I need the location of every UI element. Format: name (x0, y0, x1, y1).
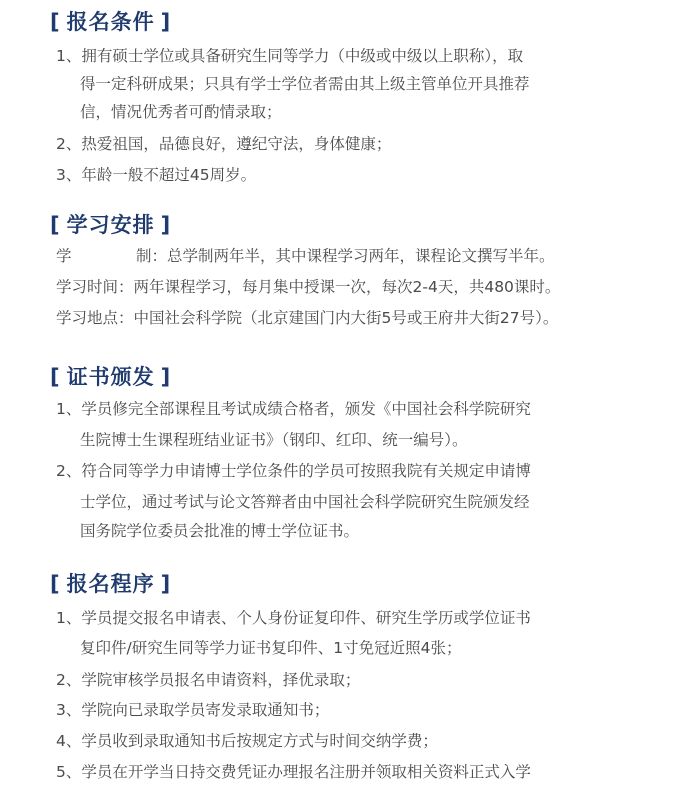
bracket-open: [ (50, 572, 61, 596)
text-line: 2、符合同等学力申请博士学位条件的学员可按照我院有关规定申请博 (56, 462, 531, 480)
section-heading (50, 211, 171, 239)
study-item-time (56, 277, 560, 297)
item-label: 学习地点： (56, 309, 134, 327)
item-text: 中国社会科学院（北京建国门内大街5号或王府井大街27号）。 (133, 309, 559, 327)
text-line: 1、学员提交报名申请表、个人身份证复印件、研究生学历或学位证书 (56, 609, 531, 627)
text-line: 4、学员收到录取通知书后按规定方式与时间交纳学费； (56, 732, 438, 750)
bracket-close: ] (160, 572, 172, 596)
text-line: 士学位，通过考试与论文答辩者由中国社会科学院研究生院颁发经 (80, 493, 530, 511)
item-text: 总学制两年半，其中课程学习两年，课程论文撰写半年。 (167, 247, 555, 265)
section-title: 报名程序 (66, 572, 155, 596)
text-line: 2、学院审核学员报名申请资料，择优录取； (56, 671, 361, 689)
text-line: 信，情况优秀者可酌情录取； (80, 103, 282, 121)
section-title: 报名条件 (66, 10, 155, 34)
text-line: 复印件/研究生同等学力证书复印件、1寸免冠近照4张； (80, 639, 462, 657)
text-line: 1、拥有硕士学位或具备研究生同等学力（中级或中级以上职称），取 (56, 47, 524, 65)
text-line: 生院博士生课程班结业证书》（钢印、红印、统一编号）。 (80, 431, 468, 449)
bracket-open: [ (50, 365, 61, 389)
bracket-open: [ (50, 213, 61, 237)
item-label: 学习时间： (56, 278, 134, 296)
section-heading (50, 8, 171, 36)
study-item-location (56, 308, 558, 328)
section-title: 学习安排 (66, 213, 155, 237)
label-zhi: 制： (136, 247, 168, 265)
text-line: 2、热爱祖国，品德良好，遵纪守法，身体健康； (56, 135, 392, 153)
label-xue: 学 (56, 247, 72, 265)
bracket-open: [ (50, 10, 61, 34)
text-line: 得一定科研成果；只具有学士学位者需由其上级主管单位开具推荐 (80, 75, 530, 93)
study-item-duration (56, 246, 555, 266)
section-heading (50, 570, 171, 598)
bracket-close: ] (160, 213, 172, 237)
section-title: 证书颁发 (66, 365, 155, 389)
text-line: 3、年龄一般不超过45周岁。 (56, 166, 257, 184)
text-line: 5、学员在开学当日持交费凭证办理报名注册并领取相关资料正式入学 (56, 763, 531, 781)
text-line: 国务院学位委员会批准的博士学位证书。 (80, 522, 360, 540)
section-heading (50, 363, 171, 391)
item-text: 两年课程学习，每月集中授课一次，每次2-4天，共480课时。 (133, 278, 561, 296)
bracket-close: ] (160, 365, 172, 389)
text-line: 3、学院向已录取学员寄发录取通知书； (56, 701, 330, 719)
text-line: 1、学员修完全部课程且考试成绩合格者，颁发《中国社会科学院研究 (56, 400, 531, 418)
bracket-close: ] (160, 10, 172, 34)
